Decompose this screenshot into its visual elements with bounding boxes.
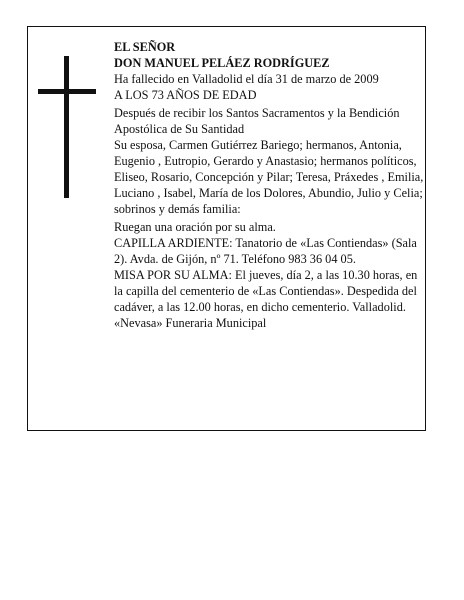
notice-title: EL SEÑOR [114,40,176,54]
funeral-home: «Nevasa» Funeraria Municipal [114,316,267,330]
obituary-notice [27,26,426,431]
notice-text [114,39,426,331]
mass-info: MISA POR SU ALMA: El jueves, día 2, a las 10.30 horas, en la capilla del cementerio de «Las Contiendas». Despedida del cadáver, a las 12.00 horas, en dicho cementerio. Valladolid. [114,268,418,314]
sacraments-statement: Después de recibir los Santos Sacramentos y la Bendición Apostólica de Su Santidad [114,106,400,136]
prayer-request: Ruegan una oración por su alma. [114,220,276,234]
age-statement: A LOS 73 AÑOS DE EDAD [114,88,257,102]
death-statement: Ha fallecido en Valladolid el día 31 de marzo de 2009 [114,72,379,86]
cross-vertical-bar [64,56,69,198]
cross-horizontal-bar [38,89,96,94]
deceased-name: DON MANUEL PELÁEZ RODRÍGUEZ [114,56,330,70]
cross-icon [38,56,96,198]
chapel-info: CAPILLA ARDIENTE: Tanatorio de «Las Contiendas» (Sala 2). Avda. de Gijón, nº 71. Teléfono 983 36 04 05. [114,236,417,266]
family-list: Su esposa, Carmen Gutiérrez Bariego; hermanos, Antonia, Eugenio , Eutropio, Gerardo y Anastasio; hermanos políticos, Eliseo, Rosario, Concepción y Pilar; Teresa, Práxedes , Emilia, Luciano , Isabel, María de los Dolores, Abundio, Julio y Celia; sobrinos y demás familia: [114,138,424,216]
